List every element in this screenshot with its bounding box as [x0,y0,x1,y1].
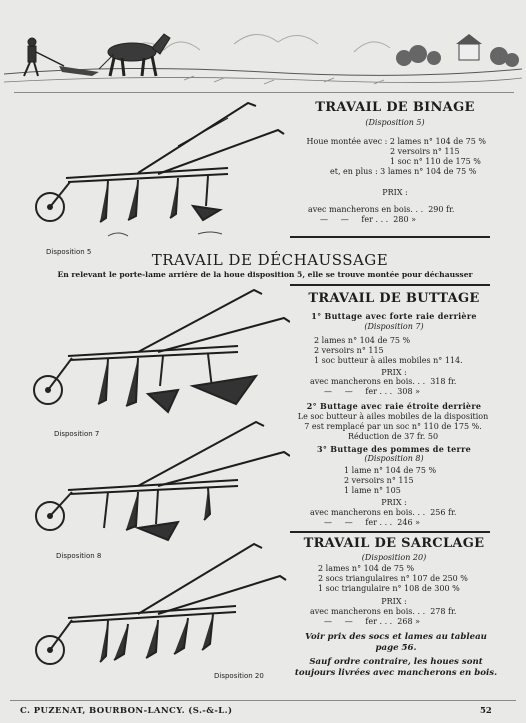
page-number: 52 [480,706,492,716]
binage-line: 2 versoirs n° 115 [390,147,460,156]
footer-divider [10,700,516,701]
hoe-disposition-8-illustration [28,410,290,548]
binage-line: et, en plus : 3 lames n° 104 de 75 % [330,167,477,176]
dechaussage-subtitle: En relevant le porte-lame arrière de la houe disposition 5, elle se trouve montée pour déchausser [57,270,473,279]
buttage-s3-price-fer: — — fer . . . 246 » [324,518,420,527]
sarclage-line: 2 socs triangulaires n° 107 de 250 % [318,574,468,583]
buttage-s2-line: Réduction de 37 fr. 50 [347,432,439,441]
sarclage-disposition: (Disposition 20) [361,553,427,562]
dechaussage-title: TRAVAIL DE DÉCHAUSSAGE [151,251,389,269]
sarclage-price-fer: — — fer . . . 268 » [324,617,420,626]
buttage-s3-disposition: (Disposition 8) [364,454,424,463]
sarclage-prix-label: PRIX : [381,597,407,606]
sarclage-price-bois: avec mancherons en bois. . . 278 fr. [310,607,457,616]
caption-disposition-8: Disposition 8 [56,552,102,560]
farming-banner-illustration [4,14,522,94]
sarclage-title: TRAVAIL DE SARCLAGE [303,536,485,551]
page-footer [0,700,526,723]
binage-line: 1 soc n° 110 de 175 % [390,157,481,166]
buttage-title: TRAVAIL DE BUTTAGE [308,291,480,306]
buttage-s1-line: 2 versoirs n° 115 [314,346,384,355]
sarclage-line: 2 lames n° 104 de 75 % [318,564,415,573]
hoe-disposition-5-illustration [28,98,288,246]
banner-divider [14,92,514,93]
binage-price-bois: avec mancherons en bois. . . 290 fr. [308,205,455,214]
buttage-s2-title: 2° Buttage avec raie étroite derrière [306,401,482,411]
binage-prix-label: PRIX : [382,188,408,197]
buttage-s3-line: 2 versoirs n° 115 [344,476,414,485]
buttage-s1-prix-label: PRIX : [381,368,407,377]
binage-disposition: (Disposition 5) [365,118,425,127]
buttage-s3-line: 1 lame n° 104 de 75 % [344,466,437,475]
buttage-s1-title: 1° Buttage avec forte raie derrière [311,311,477,321]
binage-line: Houe montée avec : 2 lames n° 104 de 75 % [306,137,486,146]
note-livraison: Sauf ordre contraire, les houes sont toujours livrées avec mancherons en bois. [294,657,498,678]
sarclage-line: 1 soc triangulaire n° 108 de 300 % [318,584,460,593]
buttage-s3-title: 3° Buttage des pommes de terre [317,444,471,454]
note-socs-lames: Voir prix des socs et lames au tableau page 56. [305,632,487,653]
buttage-s2-line: 7 est remplacé par un soc n° 110 de 175 %. [304,422,482,431]
buttage-divider [290,531,490,533]
buttage-s3-prix-label: PRIX : [381,498,407,507]
buttage-s1-price-fer: — — fer . . . 308 » [324,387,420,396]
buttage-s1-price-bois: avec mancherons en bois. . . 318 fr. [310,377,457,386]
hoe-disposition-7-illustration [28,286,290,426]
caption-disposition-7: Disposition 7 [54,430,100,438]
dechaussage-divider [290,284,490,286]
buttage-s1-disposition: (Disposition 7) [364,322,424,331]
binage-title: TRAVAIL DE BINAGE [315,100,475,115]
caption-disposition-20: Disposition 20 [214,672,264,680]
buttage-s3-price-bois: avec mancherons en bois. . . 256 fr. [310,508,457,517]
footer-publisher: C. PUZENAT, BOURBON-LANCY. (S.-&-L.) [20,706,233,716]
buttage-s2-line: Le soc butteur à ailes mobiles de la disposition [297,412,489,421]
buttage-s1-line: 2 lames n° 104 de 75 % [314,336,411,345]
binage-divider [290,236,490,238]
buttage-s1-line: 1 soc butteur à ailes mobiles n° 114. [314,356,463,365]
caption-disposition-5: Disposition 5 [46,248,92,256]
buttage-s3-line: 1 lame n° 105 [344,486,401,495]
binage-price-fer: — — fer . . . 280 » [320,215,416,224]
hoe-disposition-20-illustration [28,534,290,674]
